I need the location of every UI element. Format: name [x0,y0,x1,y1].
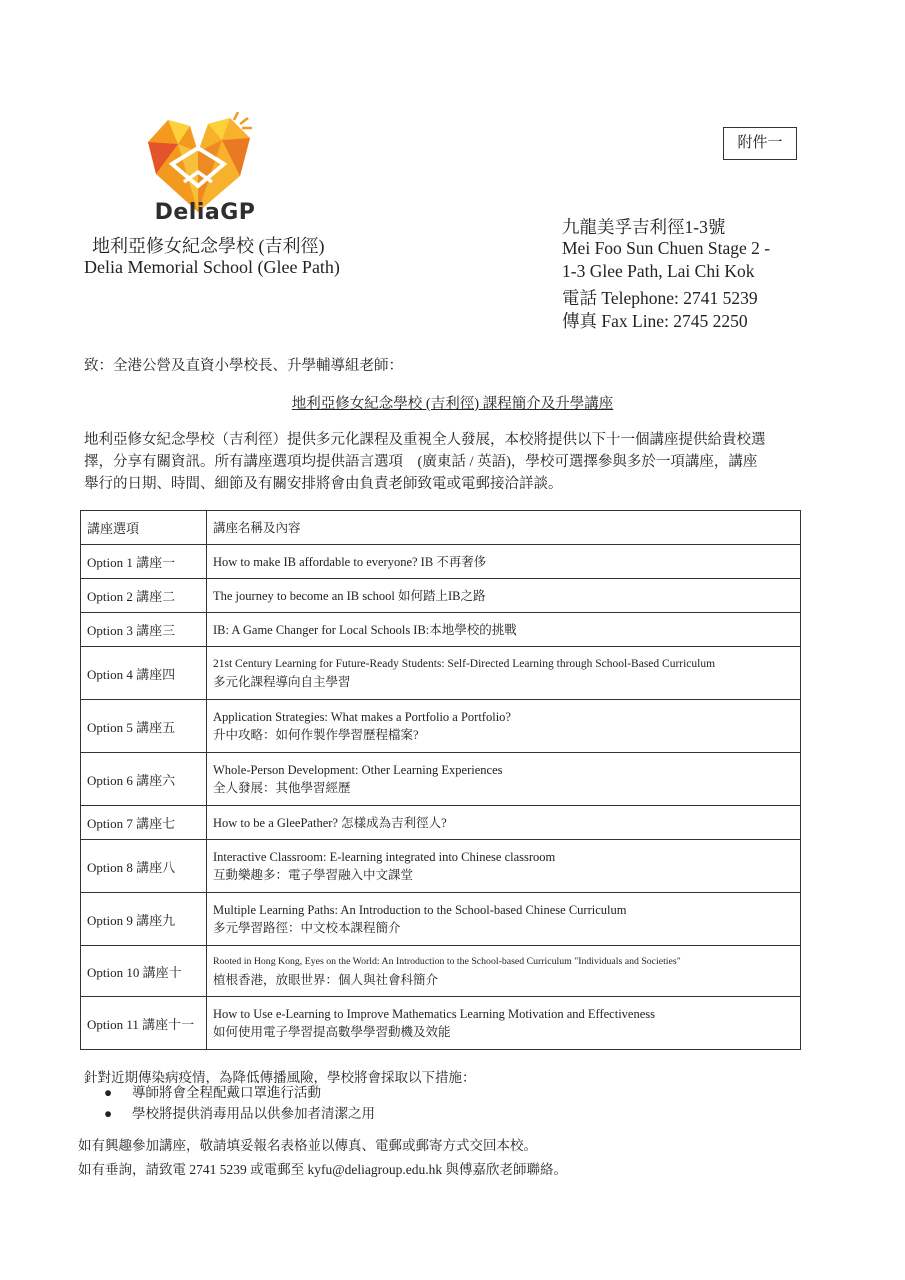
option-title-line: The journey to become an IB school 如何踏上IB之路 [213,588,486,603]
option-title-zh: 互動樂趣多：電子學習融入中文課堂 [213,868,414,882]
option-content [207,946,801,997]
option-title-zh: 升中攻略：如何作製作學習歷程檔案? [213,728,419,742]
measure-text: 導師將會全程配戴口罩進行活動 [132,1085,321,1100]
table-row [81,647,801,700]
contact-note: 如有垂詢，請致電 2741 5239 或電郵至 kyfu@deliagroup.edu.hk 與傅嘉欣老師聯絡。 [78,1162,568,1177]
option-title-zh: 多元學習路徑：中文校本課程簡介 [213,921,401,935]
logo-wordmark: DeliaGP [154,200,256,225]
option-title-line: How to Use e-Learning to Improve Mathematics Learning Motivation and Effectiveness [213,1007,655,1021]
header-title: 講座名稱及內容 [207,511,801,545]
table-row [81,579,801,613]
option-title-zh: 如何使用電子學習提高數學學習動機及效能 [213,1025,451,1039]
option-title-line: Interactive Classroom: E-learning integrated into Chinese classroom [213,850,556,864]
list-item [100,1103,375,1124]
table-row [81,946,801,997]
address-line: 九龍美孚吉利徑1-3號 [562,217,726,237]
table-row [81,806,801,840]
option-label: Option 9 講座九 [81,893,207,946]
letter-title: 地利亞修女紀念學校 (吉利徑) 課程簡介及升學講座 [291,396,614,412]
address-line: Mei Foo Sun Chuen Stage 2 - [562,238,771,258]
option-label: Option 4 講座四 [81,647,207,700]
option-content [207,545,801,579]
option-title-zh: 植根香港，放眼世界：個人與社會科簡介 [213,973,439,987]
option-label: Option 7 講座七 [81,806,207,840]
option-content [207,893,801,946]
intro-line: 地利亞修女紀念學校（吉利徑）提供多元化課程及重視全人發展，本校將提供以下十一個講座提供給貴校選 [84,432,766,448]
telephone-line: 電話 Telephone: 2741 5239 [562,288,758,308]
letter-recipient: 致：全港公營及直資小學校長、升學輔導組老師： [84,358,403,374]
option-label: Option 8 講座八 [81,840,207,893]
option-label: Option 2 講座二 [81,579,207,613]
measures-list [100,1082,375,1124]
table-row [81,997,801,1050]
option-title-line: How to be a GleePather? 怎樣成為吉利徑人? [213,815,447,830]
option-content [207,647,801,700]
fax-line: 傳真 Fax Line: 2745 2250 [562,311,748,331]
option-title-zh: 多元化課程導向自主學習 [213,675,351,689]
header-option: 講座選項 [81,511,207,545]
measures-intro: 針對近期傳染病疫情，為降低傳播風險，學校將會採取以下措施： [84,1070,476,1085]
letter-intro [84,429,784,495]
table-row [81,700,801,753]
option-label: Option 3 講座三 [81,613,207,647]
option-content [207,997,801,1050]
intro-line: 擇，分享有關資訊。所有講座選項均提供語言選項 (廣東話 / 英語)，學校可選擇參與多於一項講座，講座 [84,454,758,470]
option-title-line: How to make IB affordable to everyone? IB 不再奢侈 [213,554,487,569]
annex-label-box: 附件一 [723,127,797,160]
bullet-icon: ● [104,1106,113,1121]
intro-line: 舉行的日期、時間、細節及有關安排將會由負責老師致電或電郵接洽詳談。 [84,476,563,492]
option-label: Option 11 講座十一 [81,997,207,1050]
school-name-english: Delia Memorial School (Glee Path) [84,257,340,277]
bullet-icon: ● [104,1085,113,1100]
table-row [81,545,801,579]
registration-note: 如有興趣參加講座，敬請填妥報名表格並以傳真、電郵或郵寄方式交回本校。 [78,1138,537,1153]
option-label: Option 6 講座六 [81,753,207,806]
option-content [207,613,801,647]
option-title-line: Rooted in Hong Kong, Eyes on the World: An Introduction to the School-based Curriculum "Individuals and Societies" [213,956,681,967]
option-title-line: IB: A Game Changer for Local Schools IB:本地學校的挑戰 [213,622,517,637]
option-label: Option 1 講座一 [81,545,207,579]
option-title-line: 21st Century Learning for Future-Ready Students: Self-Directed Learning through School-Based Curriculum [213,658,716,670]
seminar-options-table [80,510,801,1050]
option-title-line: Application Strategies: What makes a Portfolio a Portfolio? [213,710,511,724]
table-header-row [81,511,801,545]
address-line: 1-3 Glee Path, Lai Chi Kok [562,261,755,281]
table-row [81,613,801,647]
option-content [207,840,801,893]
option-label: Option 5 講座五 [81,700,207,753]
option-content [207,700,801,753]
table-row [81,893,801,946]
option-title-zh: 全人發展：其他學習經歷 [213,781,351,795]
table-row [81,753,801,806]
list-item [100,1082,375,1103]
measure-text: 學校將提供消毒用品以供參加者清潔之用 [132,1106,375,1121]
option-content [207,806,801,840]
option-title-line: Multiple Learning Paths: An Introduction to the School-based Chinese Curriculum [213,903,627,917]
table-row [81,840,801,893]
option-label: Option 10 講座十 [81,946,207,997]
school-name-chinese: 地利亞修女紀念學校 (吉利徑) [92,236,325,256]
option-content [207,753,801,806]
option-content [207,579,801,613]
option-title-line: Whole-Person Development: Other Learning Experiences [213,763,503,777]
